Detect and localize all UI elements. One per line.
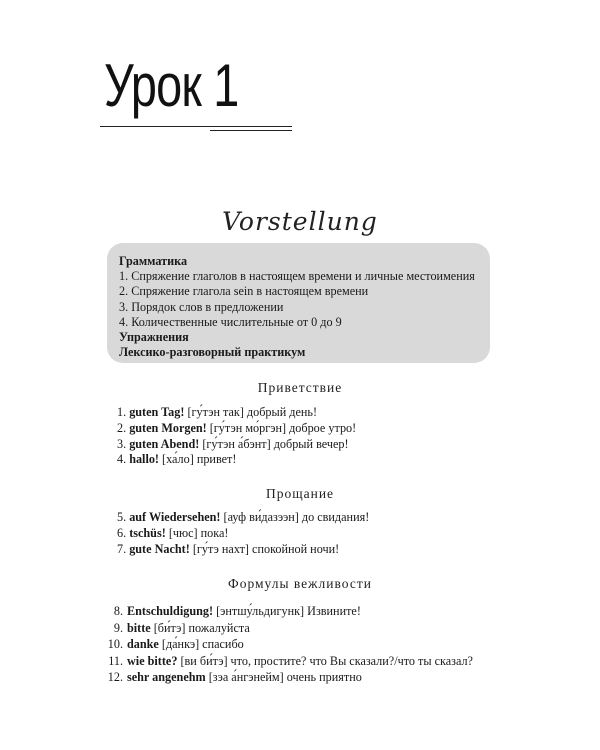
list-item: 11. wie bitte? [ви би́тэ] что, простите? что Вы сказали?/что ты сказал? [108, 653, 473, 668]
list-item: 10. danke [да́нкэ] спасибо [107, 637, 244, 652]
list-item: 1. guten Tag! [гу́тэн так] добрый день! [117, 405, 318, 419]
list-item: 2. guten Morgen! [гу́тэн мо́ргэн] доброе утро! [117, 420, 357, 435]
section-title-greetings: Приветствие [257, 380, 343, 395]
title-underline [100, 126, 292, 127]
section-title-farewell: Прощание [265, 486, 335, 501]
grammar-item: 4. Количественные числительные от 0 до 9 [119, 314, 342, 329]
grammar-heading: Грамматика [119, 254, 188, 268]
list-item: 3. guten Abend! [гу́тэн а́бэнт] добрый вечер! [117, 436, 349, 451]
lesson-subtitle: Vorstellung [222, 207, 378, 236]
list-item: 12. sehr angenehm [зэа а́нгэнейм] очень приятно [107, 670, 362, 685]
list-item: 8. Entschuldigung! [энтшу́льдигунк] Извините! [113, 604, 361, 618]
list-item: 7. gute Nacht! [гу́тэ нахт] спокойной ночи! [117, 541, 340, 556]
list-item: 4. hallo! [ха́ло] привет! [117, 452, 237, 467]
practice-heading: Лексико-разговорный практикум [119, 345, 306, 360]
list-item: 6. tschüs! [чюс] пока! [117, 525, 229, 540]
grammar-item: 2. Спряжение глагола sein в настоящем времени [119, 284, 369, 299]
list-item: 5. auf Wiedersehen! [ауф ви́дазээн] до свидания! [117, 510, 370, 524]
farewell-list [117, 510, 369, 557]
politeness-list [103, 603, 492, 686]
section-title-politeness: Формулы вежливости [228, 576, 372, 591]
exercises-heading: Упражнения [119, 330, 189, 345]
title-underline-short [210, 130, 292, 131]
grammar-item: 1. Спряжение глаголов в настоящем времени и личные местоимения [119, 269, 475, 284]
summary-box [107, 243, 490, 363]
page-title: Урок 1 [104, 52, 239, 119]
grammar-item: 3. Порядок слов в предложении [119, 299, 284, 314]
greetings-list [117, 405, 356, 468]
list-item: 9. bitte [би́тэ] пожалуйста [113, 620, 250, 635]
